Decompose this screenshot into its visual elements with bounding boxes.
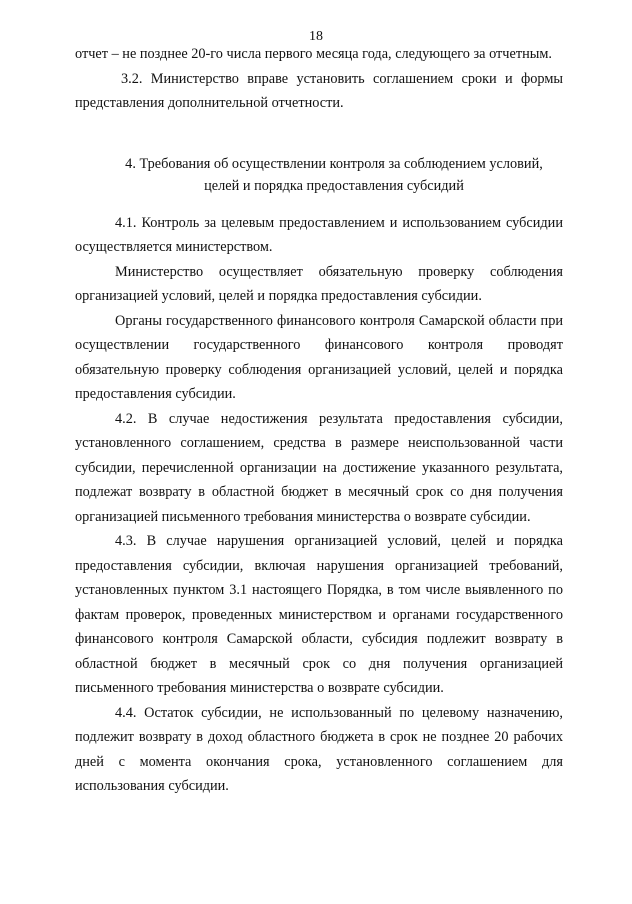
paragraph-ministry-check: Министерство осуществляет обязательную проверку соблюдения организацией условий, целей и порядка предоставления субсидии. bbox=[75, 263, 563, 304]
paragraph-4-4: 4.4. Остаток субсидии, не использованный по целевому назначению, подлежит возврату в доход областного бюджета в срок не позднее 20 рабочих дней с момента окончания срока, установленного соглашением для использования субсидии. bbox=[75, 704, 563, 794]
paragraph-financial-control: Органы государственного финансового контроля Самарской области при осуществлении государственного финансового контроля проводят обязательную проверку соблюдения организацией условий, целей и порядка предоставления субсидии. bbox=[75, 312, 563, 402]
paragraph-4-2: 4.2. В случае недостижения результата предоставления субсидии, установленного соглашением, средства в размере неиспользованной части субсидии, перечисленной организации на достижение указанного результата, подлежат возврату в областной бюджет в месячный срок со дня получения организацией письменного требования министерства о возврате субсидии. bbox=[75, 410, 563, 525]
page-body bbox=[75, 42, 563, 799]
page-number: 18 bbox=[309, 29, 323, 44]
paragraph-continuation: отчет – не позднее 20-го числа первого месяца года, следующего за отчетным. bbox=[75, 46, 552, 62]
paragraph-4-3: 4.3. В случае нарушения организацией условий, целей и порядка предоставления субсидии, включая нарушения организацией требований, установленных пунктом 3.1 настоящего Порядка, в том числе выявленного по фактам проверок, проведенных министерством и органами государственного финансового контроля Самарской области, субсидия подлежит возврату в областной бюджет в месячный срок со дня получения организацией письменного требования министерства о возврате субсидии. bbox=[75, 533, 563, 696]
section-heading: 4. Требования об осуществлении контроля за соблюдением условий, целей и порядка предоставления субсидий bbox=[125, 155, 543, 194]
paragraph-3-2: 3.2. Министерство вправе установить соглашением сроки и формы представления дополнительной отчетности. bbox=[75, 70, 563, 111]
paragraph-4-1: 4.1. Контроль за целевым предоставлением и использованием субсидии осуществляется министерством. bbox=[75, 214, 563, 255]
